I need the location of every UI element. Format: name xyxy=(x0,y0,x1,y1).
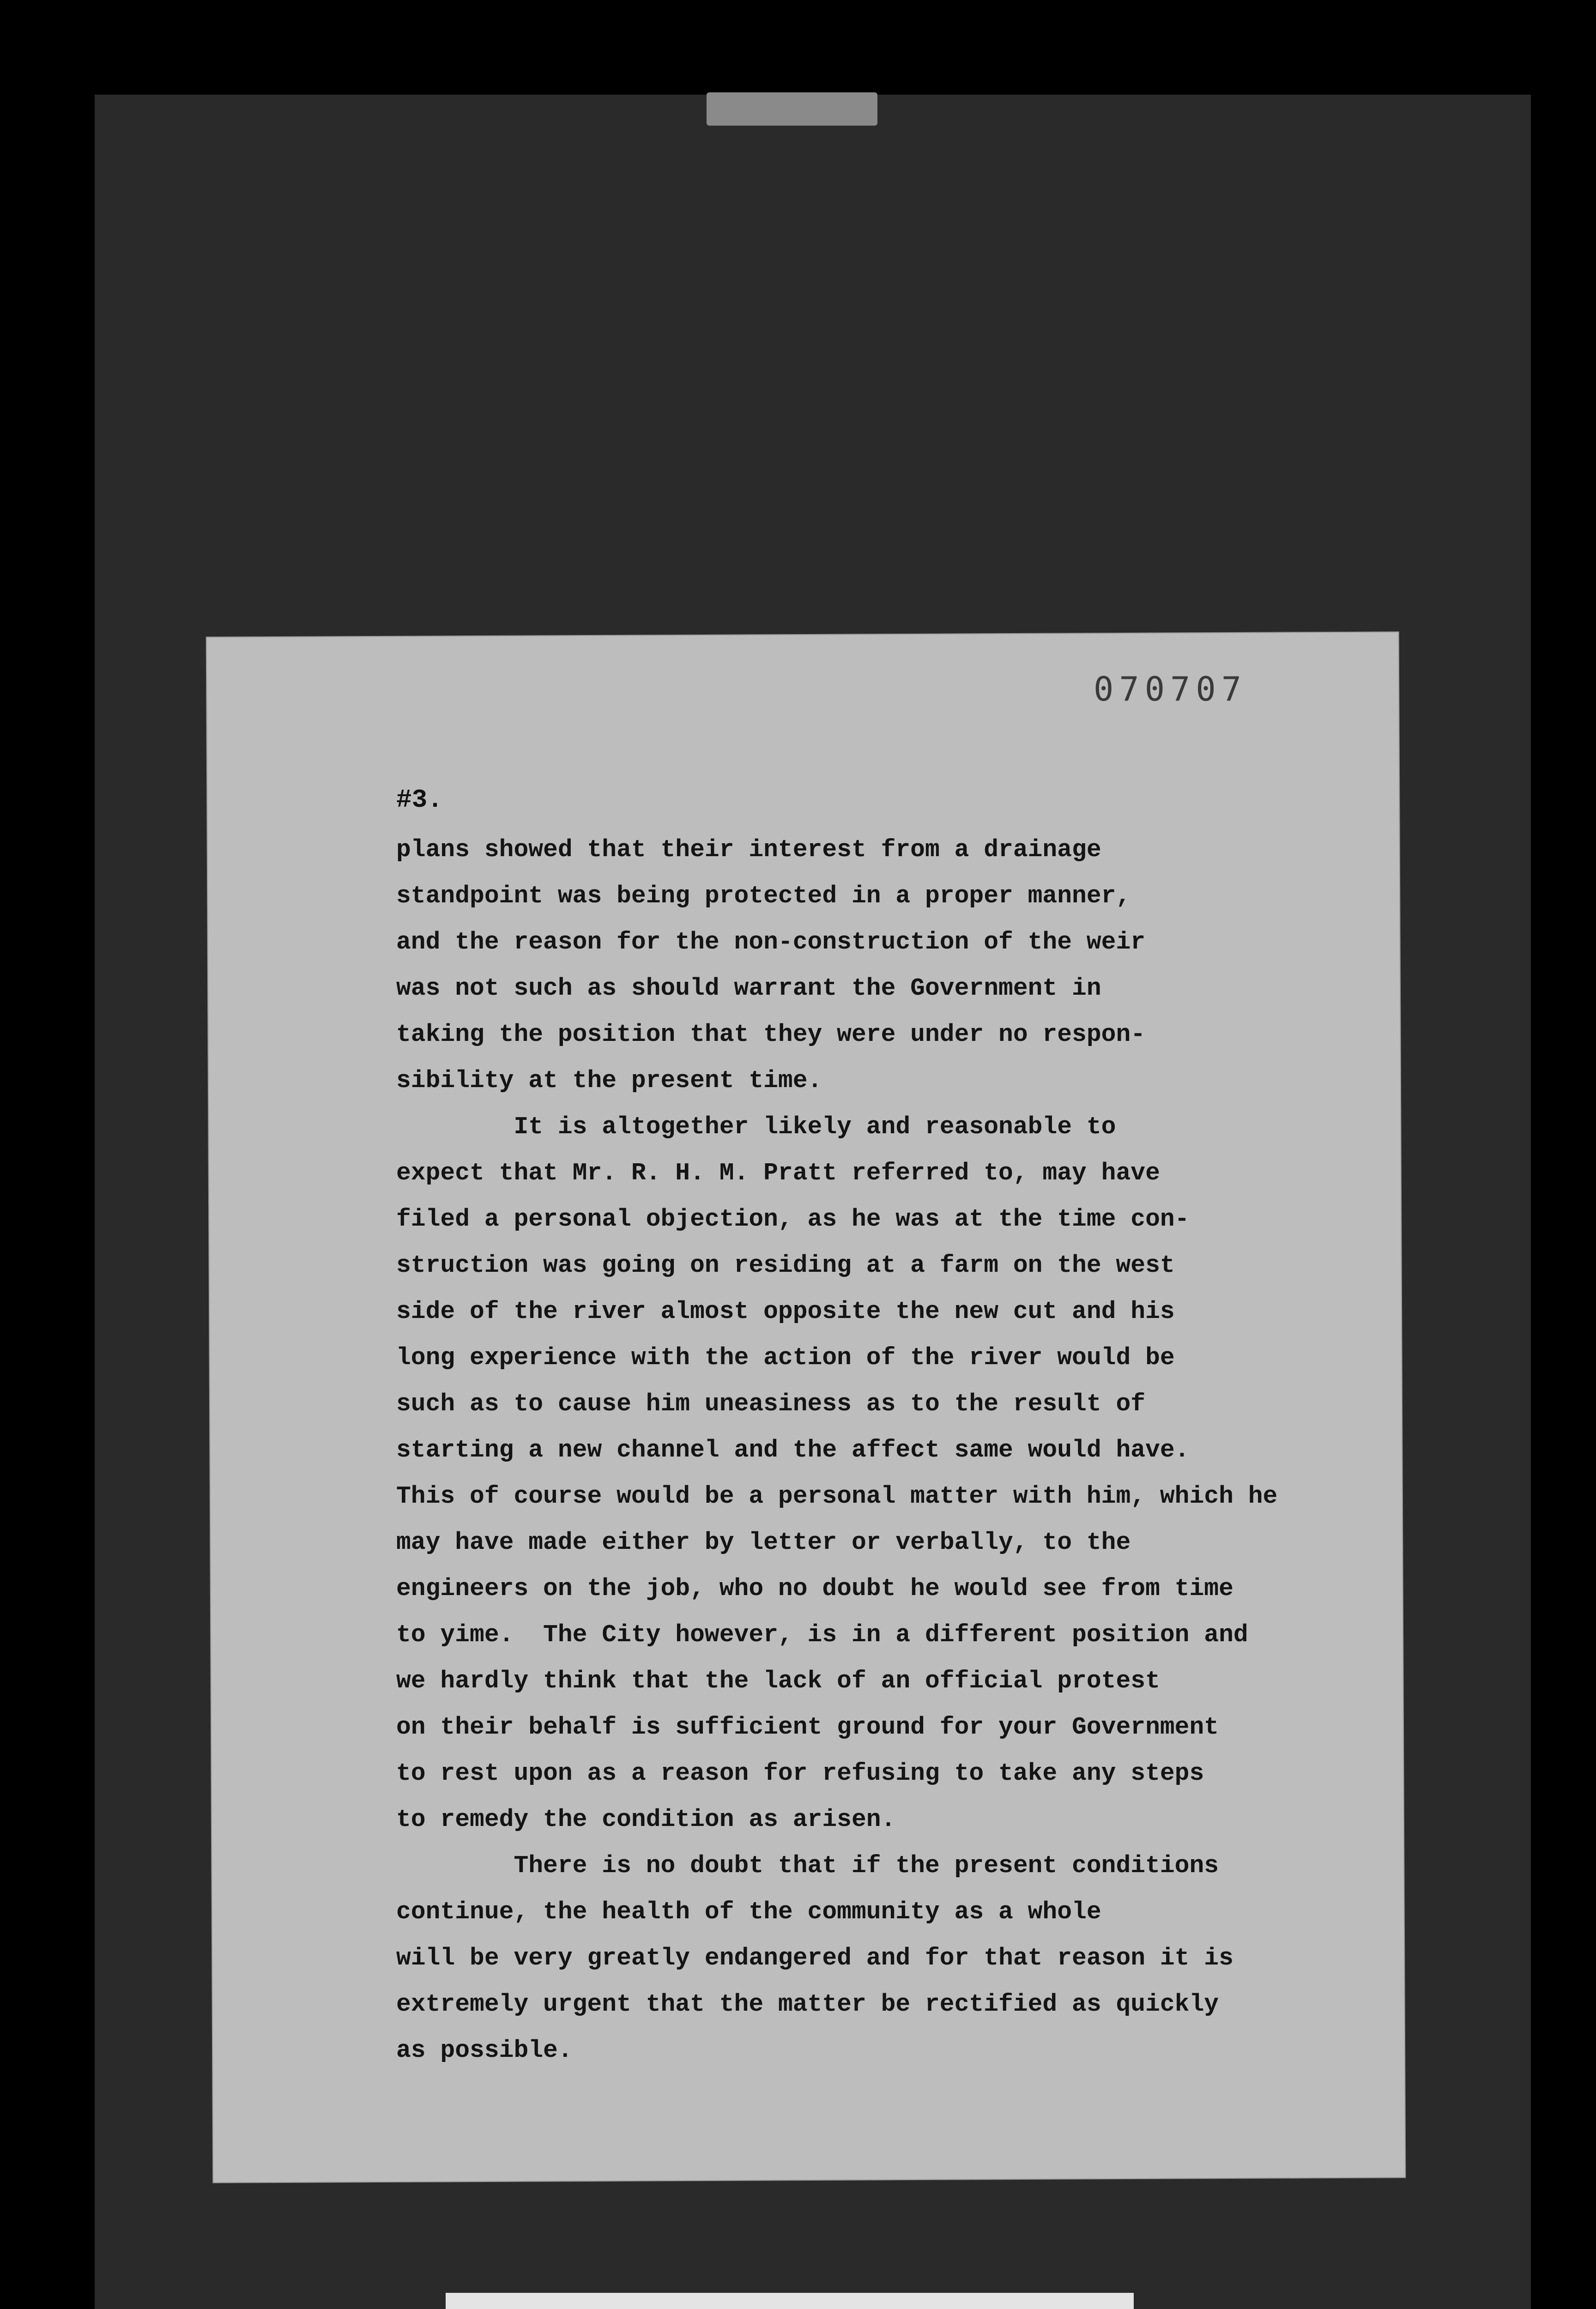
text-line: such as to cause him uneasiness as to the result of xyxy=(396,1390,1146,1418)
text-line: filed a personal objection, as he was at the time con- xyxy=(396,1205,1190,1233)
letter-body xyxy=(396,827,1277,2073)
text-line: extremely urgent that the matter be rectified as quickly xyxy=(396,1990,1219,2018)
text-line: long experience with the action of the river would be xyxy=(396,1344,1175,1372)
text-line: sibility at the present time. xyxy=(396,1067,822,1094)
text-line: engineers on the job, who no doubt he would see from time xyxy=(396,1575,1233,1602)
text-line: struction was going on residing at a farm on the west xyxy=(396,1251,1175,1279)
text-line: to rest upon as a reason for refusing to take any steps xyxy=(396,1759,1204,1787)
text-line: was not such as should warrant the Government in xyxy=(396,974,1101,1002)
text-line: It is altogether likely and reasonable to xyxy=(396,1113,1116,1141)
text-line: we hardly think that the lack of an official protest xyxy=(396,1667,1160,1695)
page-marker: #3. xyxy=(396,785,443,815)
text-line: may have made either by letter or verbally, to the xyxy=(396,1529,1131,1556)
text-line: will be very greatly endangered and for that reason it is xyxy=(396,1944,1233,1972)
document-number: 070707 xyxy=(1094,670,1247,708)
text-line: taking the position that they were under no respon- xyxy=(396,1021,1146,1048)
text-line: There is no doubt that if the present conditions xyxy=(396,1852,1219,1880)
text-line: plans showed that their interest from a drainage xyxy=(396,836,1101,864)
text-line: starting a new channel and the affect same would have. xyxy=(396,1436,1190,1464)
text-line: and the reason for the non-construction of the weir xyxy=(396,928,1146,956)
text-line: on their behalf is sufficient ground for your Government xyxy=(396,1713,1219,1741)
text-line: expect that Mr. R. H. M. Pratt referred to, may have xyxy=(396,1159,1160,1187)
text-line: This of course would be a personal matter with him, which he xyxy=(396,1482,1278,1510)
series-caption-label xyxy=(446,2293,1134,2309)
text-line: standpoint was being protected in a proper manner, xyxy=(396,882,1131,910)
text-line: side of the river almost opposite the new cut and his xyxy=(396,1298,1175,1325)
text-line: to yime. The City however, is in a different position and xyxy=(396,1621,1248,1649)
frame-clip xyxy=(707,92,877,126)
text-line: as possible. xyxy=(396,2037,573,2064)
text-line: to remedy the condition as arisen. xyxy=(396,1806,896,1833)
text-line: continue, the health of the community as a whole xyxy=(396,1898,1101,1926)
